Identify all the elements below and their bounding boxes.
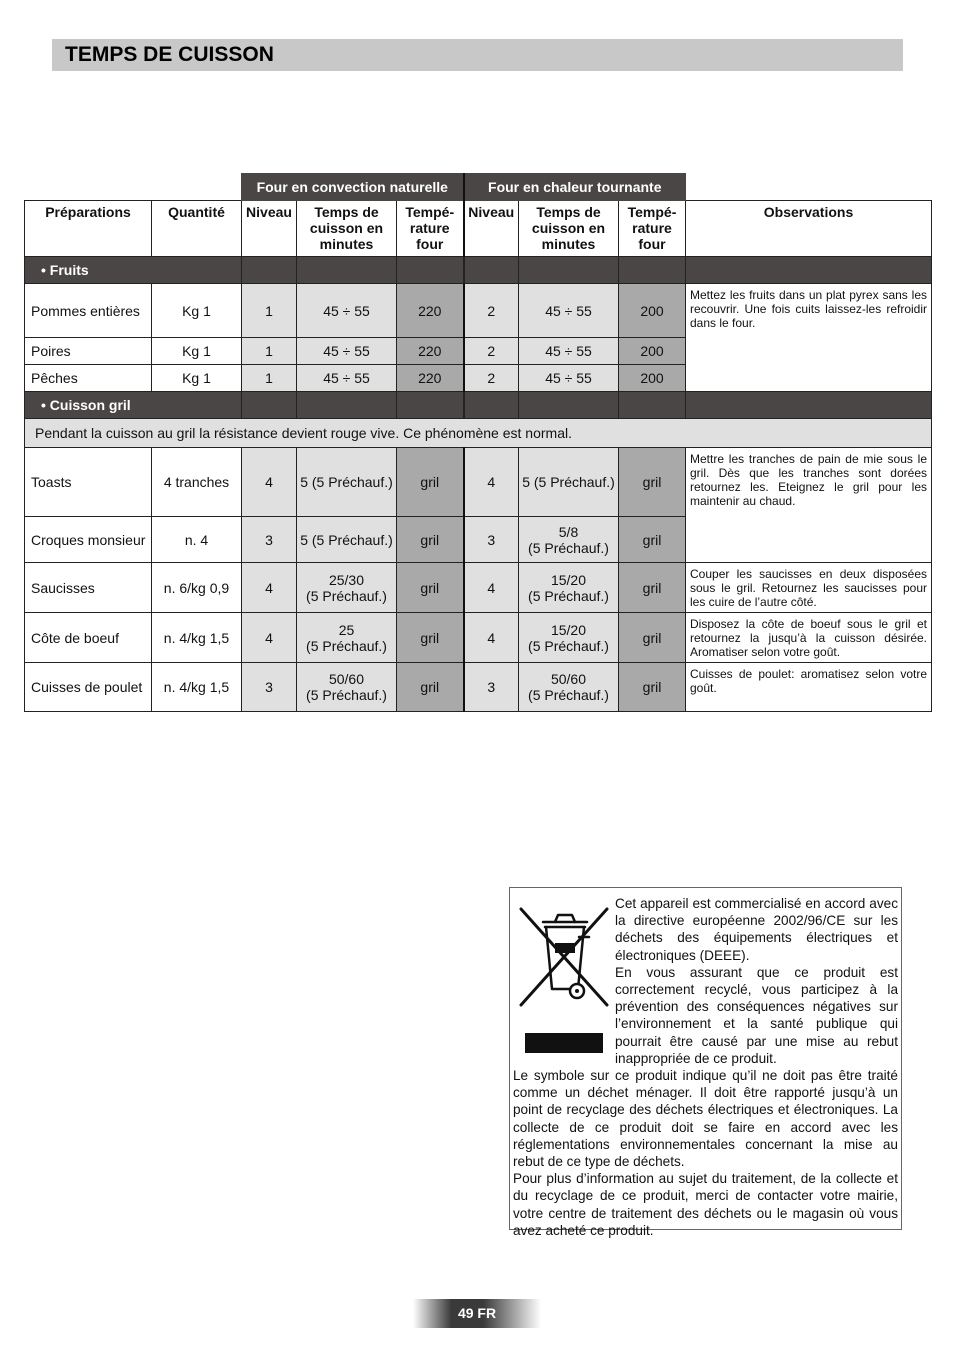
level-cell: 1 xyxy=(242,338,297,365)
col-niveau-1: Niveau xyxy=(242,201,297,257)
level-cell: 4 xyxy=(242,448,297,517)
qty-cell: n. 4/kg 1,5 xyxy=(152,663,242,712)
time-value: 15/20 xyxy=(550,571,587,588)
col-niveau-2: Niveau xyxy=(464,201,519,257)
prep-cell: Toasts xyxy=(25,448,152,517)
level-cell: 2 xyxy=(464,365,519,392)
time-cell: 5 (5 Préchauf.) xyxy=(519,448,619,517)
observation-saucisses: Couper les saucisses en deux disposées sous le gril. Retournez les saucisses pour les cuire de l’autre côté. xyxy=(686,563,932,613)
section-row-fruits xyxy=(25,257,932,284)
time-value: 50/60 xyxy=(328,671,365,687)
page-title: TEMPS DE CUISSON xyxy=(65,43,274,66)
time-preheat: (5 Préchauf.) xyxy=(306,687,387,703)
qty-cell: n. 6/kg 0,9 xyxy=(152,563,242,613)
oven-header-row xyxy=(25,174,932,201)
level-cell: 4 xyxy=(242,613,297,663)
deee-paragraph-1: Cet appareil est commercialisé en accord avec la directive européenne 2002/96/CE sur les déchets des équipements électriques et électroniques (DEEE). xyxy=(615,896,898,963)
col-observations: Observations xyxy=(686,201,932,257)
column-header-row xyxy=(25,201,932,257)
temp-cell: 200 xyxy=(619,365,686,392)
time-value: 50/60 xyxy=(550,671,587,687)
page-number: 49 FR xyxy=(413,1299,541,1328)
col-temperature-1: Tempé- rature four xyxy=(397,201,464,257)
time-cell: 45 ÷ 55 xyxy=(297,365,397,392)
prep-cell: Cuisses de poulet xyxy=(25,663,152,712)
time-cell xyxy=(519,517,619,563)
prep-cell: Saucisses xyxy=(25,563,152,613)
temp-cell: gril xyxy=(619,613,686,663)
crossed-out-wheelie-bin-icon xyxy=(515,897,611,1057)
qty-cell: n. 4/kg 1,5 xyxy=(152,613,242,663)
time-cell: 45 ÷ 55 xyxy=(519,284,619,338)
deee-paragraph-4: Pour plus d’information au sujet du traitement, de la collecte et du recyclage de ce produit, merci de contacter votre mairie, votre centre de traitement des déchets ou le magasin où vous avez acheté ce produit. xyxy=(513,1171,898,1238)
level-cell: 1 xyxy=(242,284,297,338)
prep-cell: Croques monsieur xyxy=(25,517,152,563)
table-row xyxy=(25,284,932,338)
section-row-gril xyxy=(25,392,932,419)
observation-cuisses-de-poulet: Cuisses de poulet: aromatisez selon votre goût. xyxy=(686,663,932,712)
col-temps-2: Temps de cuisson en minutes xyxy=(519,201,619,257)
level-cell: 2 xyxy=(464,284,519,338)
time-cell xyxy=(519,663,619,712)
temp-cell: gril xyxy=(619,448,686,517)
observation-toasts: Mettre les tranches de pain de mie sous le gril. Dès que les tranches sont dorées retournez les. Eteignez le gril pour les maintenir au chaud. xyxy=(686,448,932,563)
deee-paragraph-2: En vous assurant que ce produit est correctement recyclé, vous participez à la prévention des conséquences négatives sur l’environnement et la santé publique qui pourrait être causé par une mise au rebut inappropriée de ce produit. xyxy=(615,964,898,1066)
col-preparations: Préparations xyxy=(25,201,152,257)
temp-cell: gril xyxy=(619,663,686,712)
level-cell: 3 xyxy=(242,517,297,563)
deee-notice xyxy=(509,887,902,1238)
table-row xyxy=(25,563,932,613)
level-cell: 3 xyxy=(464,663,519,712)
level-cell: 4 xyxy=(464,613,519,663)
gril-note-row xyxy=(25,419,932,448)
level-cell: 3 xyxy=(242,663,297,712)
time-cell: 45 ÷ 55 xyxy=(519,365,619,392)
table-row xyxy=(25,448,932,517)
temp-cell: gril xyxy=(397,563,464,613)
time-preheat: (5 Préchauf.) xyxy=(306,637,387,654)
time-value: 5/8 xyxy=(558,523,579,540)
time-cell: 45 ÷ 55 xyxy=(297,284,397,338)
cooking-times-table xyxy=(24,173,932,712)
temp-cell: 220 xyxy=(397,284,464,338)
time-preheat: (5 Préchauf.) xyxy=(528,587,609,604)
title-bar xyxy=(52,39,903,71)
temp-cell: gril xyxy=(397,517,464,563)
time-cell: 45 ÷ 55 xyxy=(297,338,397,365)
level-cell: 4 xyxy=(242,563,297,613)
temp-cell: gril xyxy=(397,663,464,712)
temp-cell: 200 xyxy=(619,284,686,338)
temp-cell: gril xyxy=(397,448,464,517)
time-preheat: (5 Préchauf.) xyxy=(306,587,387,604)
time-cell: 45 ÷ 55 xyxy=(519,338,619,365)
section-label-gril: • Cuisson gril xyxy=(25,392,242,419)
temp-cell: gril xyxy=(619,517,686,563)
time-value: 15/20 xyxy=(550,621,587,638)
col-temperature-2: Tempé- rature four xyxy=(619,201,686,257)
observation-cote-de-boeuf: Disposez la côte de boeuf sous le gril et retournez la jusqu’à la cuisson désirée. Aromatiser selon votre goût. xyxy=(686,613,932,663)
col-temps-1: Temps de cuisson en minutes xyxy=(297,201,397,257)
time-cell xyxy=(297,613,397,663)
oven-header-convection: Four en convection naturelle xyxy=(242,174,464,201)
temp-cell: 220 xyxy=(397,365,464,392)
temp-cell: 220 xyxy=(397,338,464,365)
col-quantite: Quantité xyxy=(152,201,242,257)
oven-header-chaleur-tournante: Four en chaleur tournante xyxy=(464,174,686,201)
temp-cell: gril xyxy=(619,563,686,613)
level-cell: 1 xyxy=(242,365,297,392)
time-cell xyxy=(297,663,397,712)
level-cell: 4 xyxy=(464,563,519,613)
prep-cell: Pommes entières xyxy=(25,284,152,338)
observation-fruits: Mettez les fruits dans un plat pyrex sans les recouvrir. Une fois cuits laissez-les refroidir dans le four. xyxy=(686,284,932,392)
table-row xyxy=(25,613,932,663)
prep-cell: Pêches xyxy=(25,365,152,392)
gril-note: Pendant la cuisson au gril la résistance devient rouge vive. Ce phénomène est normal. xyxy=(25,419,932,448)
deee-paragraph-3: Le symbole sur ce produit indique qu’il ne doit pas être traité comme un déchet ménager. Il doit être rapporté jusqu’à un point de recyclage des déchets électriques et électroniques. La collecte de ce produit doit se faire en accord avec les réglementations environnementales concernant la mise au rebut de ce type de déchets. xyxy=(513,1068,898,1170)
qty-cell: Kg 1 xyxy=(152,284,242,338)
level-cell: 3 xyxy=(464,517,519,563)
level-cell: 2 xyxy=(464,338,519,365)
qty-cell: Kg 1 xyxy=(152,365,242,392)
time-cell xyxy=(519,613,619,663)
time-cell: 5 (5 Préchauf.) xyxy=(297,448,397,517)
time-cell xyxy=(297,563,397,613)
time-cell xyxy=(519,563,619,613)
table-row xyxy=(25,663,932,712)
qty-cell: 4 tranches xyxy=(152,448,242,517)
time-value: 25/30 xyxy=(328,571,365,588)
prep-cell: Côte de boeuf xyxy=(25,613,152,663)
prep-cell: Poires xyxy=(25,338,152,365)
time-preheat: (5 Préchauf.) xyxy=(528,687,609,703)
temp-cell: gril xyxy=(397,613,464,663)
level-cell: 4 xyxy=(464,448,519,517)
section-label-fruits: • Fruits xyxy=(25,257,242,284)
time-preheat: (5 Préchauf.) xyxy=(528,539,609,556)
time-preheat: (5 Préchauf.) xyxy=(528,637,609,654)
time-value: 25 xyxy=(338,621,355,638)
temp-cell: 200 xyxy=(619,338,686,365)
qty-cell: n. 4 xyxy=(152,517,242,563)
qty-cell: Kg 1 xyxy=(152,338,242,365)
time-cell: 5 (5 Préchauf.) xyxy=(297,517,397,563)
